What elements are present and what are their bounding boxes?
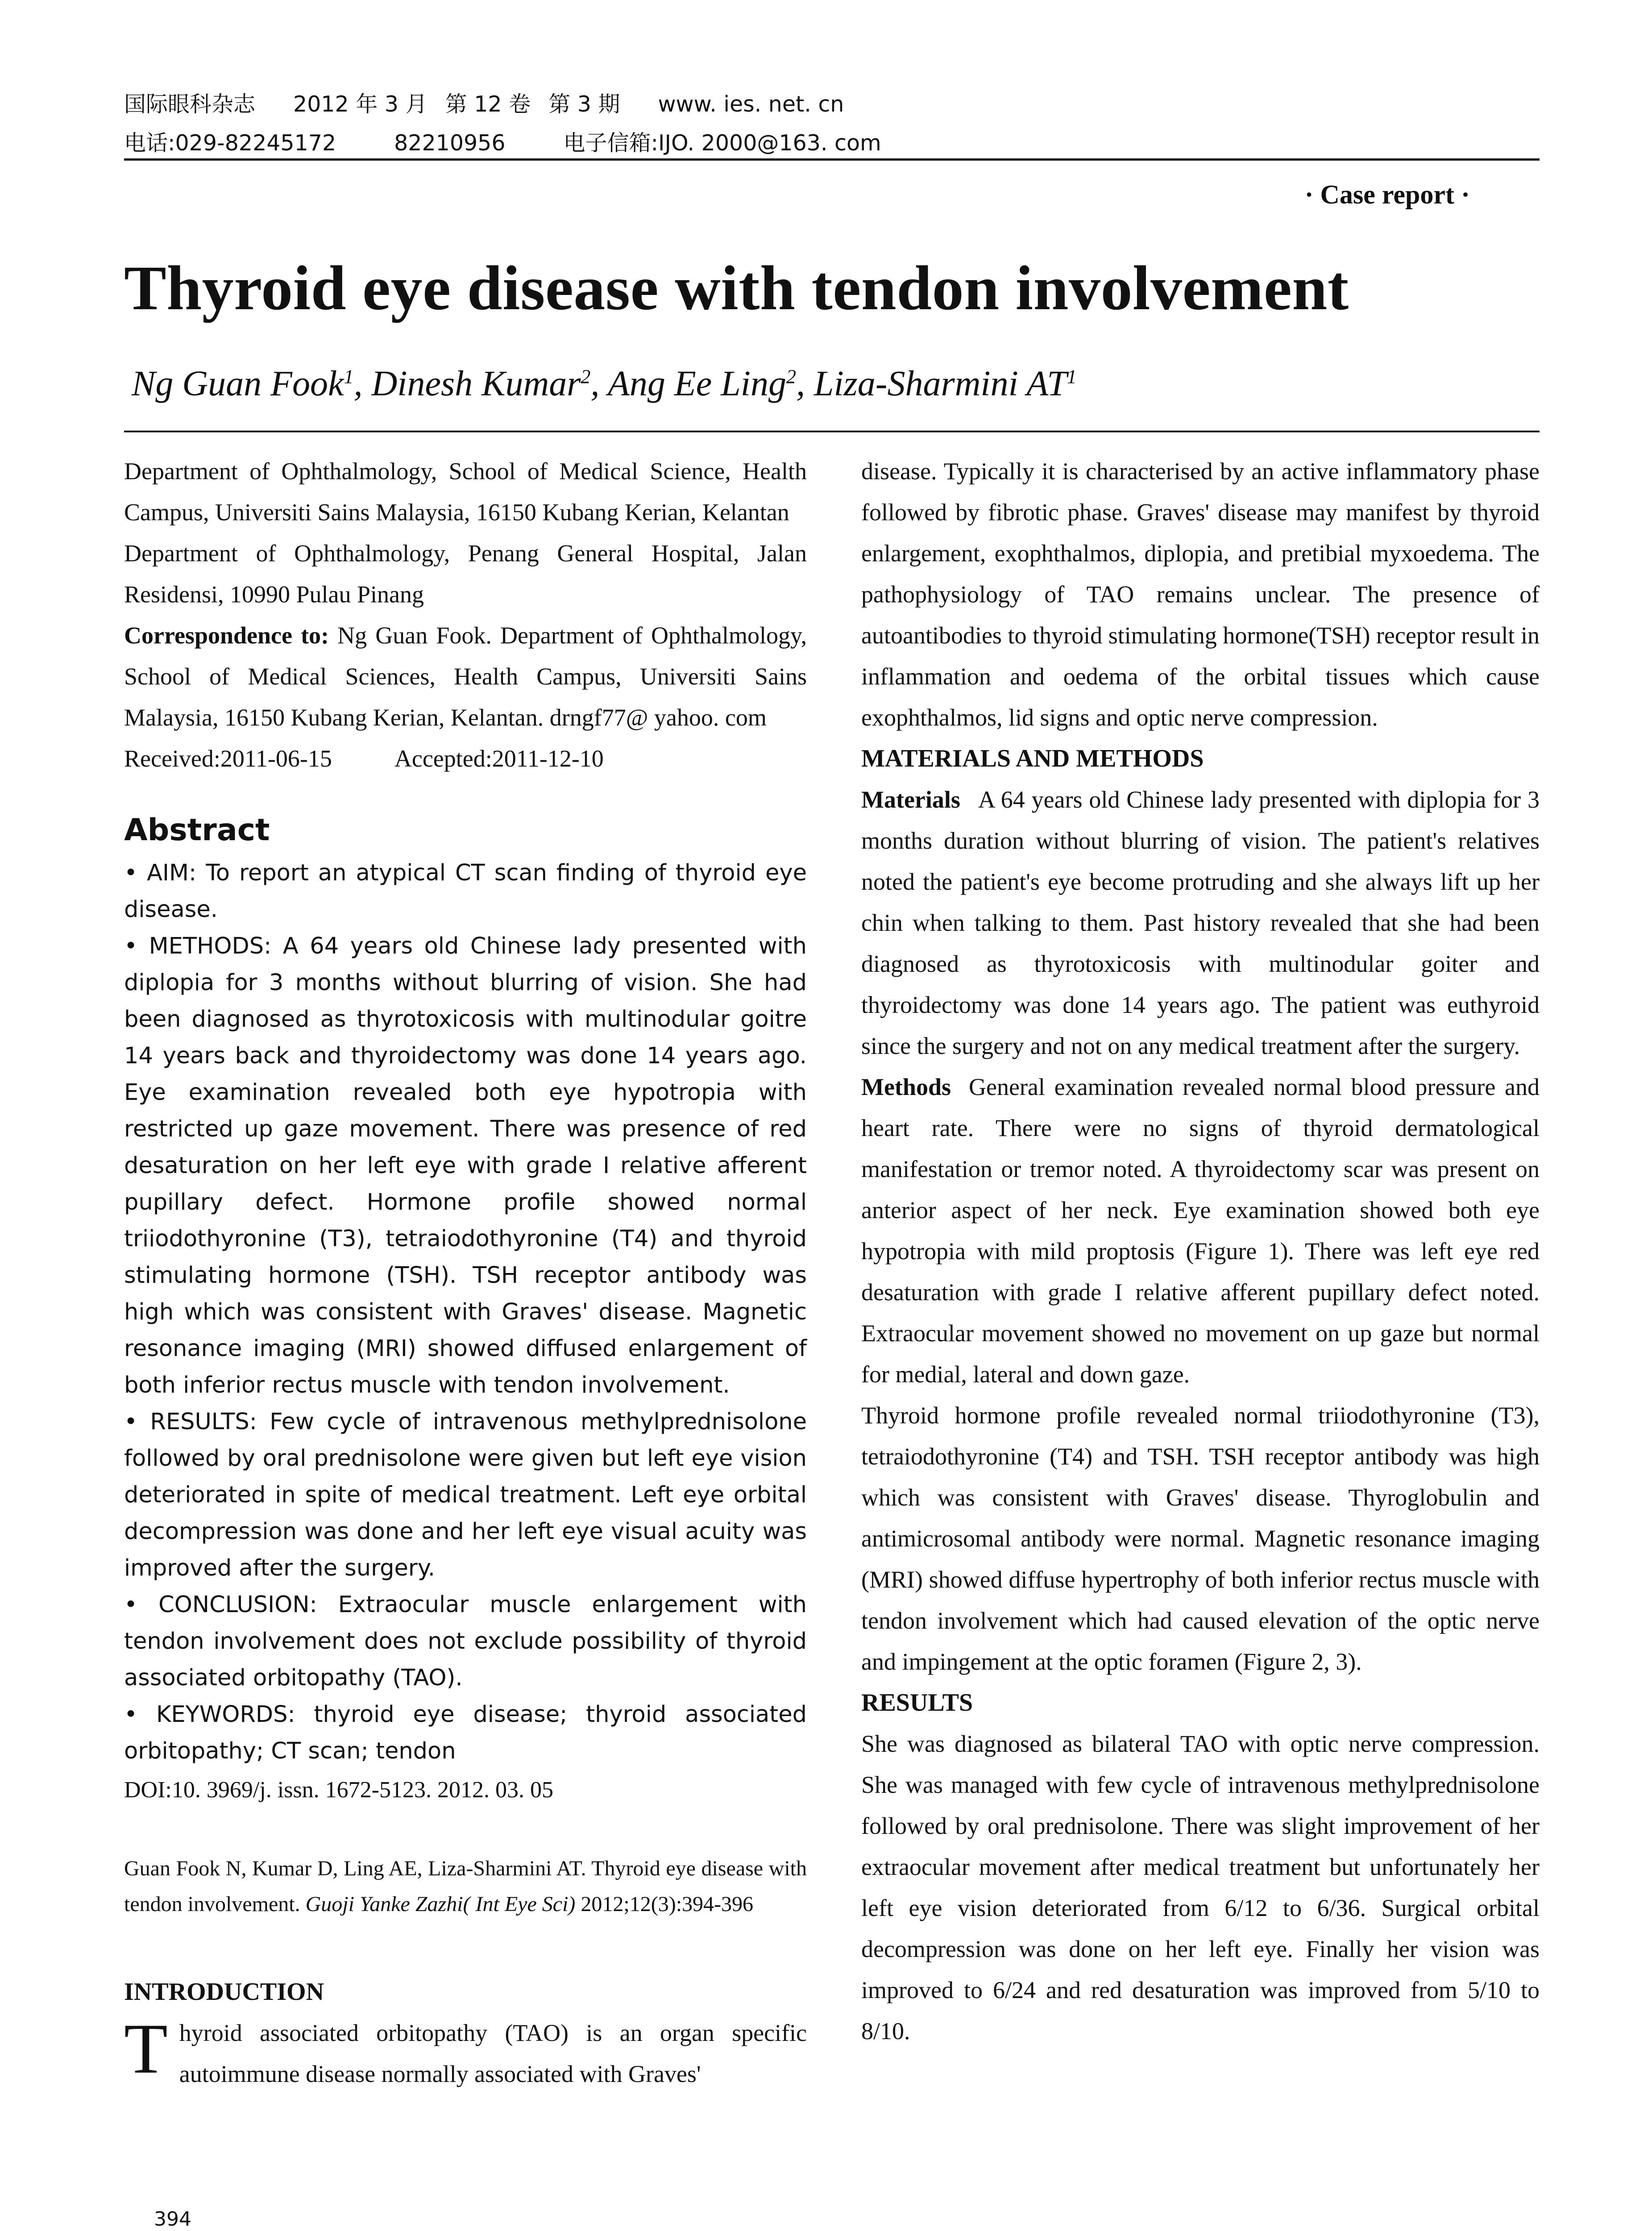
author-4: Liza-Sharmini $AT^1$ xyxy=(814,364,1077,403)
materials-methods-heading: MATERIALS AND METHODS xyxy=(861,745,1204,772)
citation: Guan Fook N, Kumar D, Ling AE, Liza-Sharmini AT. Thyroid eye disease with tendon involvement. Guoji Yanke Zazhi( Int Eye Sci) 2012;12(3):394-396 xyxy=(124,1857,807,1916)
journal-volume: 第 12 卷 xyxy=(445,91,531,117)
journal-name: 国际眼科杂志 xyxy=(124,91,256,117)
introduction-text-start: Thyroid associated orbitopathy (TAO) is an organ specific autoimmune disease normally associated with Graves' xyxy=(124,2009,807,2088)
journal-website[interactable]: www. ies. net. cn xyxy=(658,91,844,117)
right-column xyxy=(861,451,1540,2052)
abstract-conclusion: • CONCLUSION: Extraocular muscle enlargement with tendon involvement does not exclude possibility of thyroid associated orbitopathy (TAO). xyxy=(124,1592,807,1691)
dates xyxy=(124,738,807,779)
results-paragraph: She was diagnosed as bilateral TAO with optic nerve compression. She was managed with few cycle of intravenous methylprednisolone followed by oral prednisolone. There was slight improvement of her extraocular movement after medical treatment but unfortunately her left eye vision deteriorated from 6/12 to 6/36. Surgical orbital decompression was done on her left eye. Finally her vision was improved to 6/24 and red desaturation was improved from 5/10 to 8/10. xyxy=(861,1730,1540,2044)
materials-label: Materials xyxy=(861,786,960,813)
journal-header-line1 xyxy=(124,87,882,118)
results-heading: RESULTS xyxy=(861,1689,973,1717)
abstract-heading: Abstract xyxy=(124,813,270,848)
author-3: Ang Ee Ling$^2$, xyxy=(607,364,814,403)
author-list xyxy=(132,364,1077,404)
journal-phone: 电话:029-82245172 xyxy=(124,130,336,156)
authors-rule xyxy=(124,431,1540,432)
citation-journal: Guoji Yanke Zazhi( Int Eye Sci) xyxy=(305,1892,576,1916)
methods-paragraph-2: Thyroid hormone profile revealed normal triiodothyronine (T3), tetraiodothyronine (T4) and TSH. TSH receptor antibody was high which was consistent with Graves' disease. Thyroglobulin and antimicrosomal antibody were normal. Magnetic resonance imaging (MRI) showed diffuse hypertrophy of both inferior rectus muscle with tendon involvement which had caused elevation of the optic nerve and impingement at the optic foramen (Figure 2, 3). xyxy=(861,1402,1540,1675)
drop-cap: T xyxy=(124,2009,168,2088)
journal-date: 2012 年 3 月 xyxy=(293,91,428,117)
left-column xyxy=(124,451,807,2094)
introduction-heading: INTRODUCTION xyxy=(124,1978,324,2006)
journal-header-line2 xyxy=(124,126,919,157)
methods-label: Methods xyxy=(861,1074,951,1100)
correspondence-label: Correspondence to: xyxy=(124,622,329,649)
affiliation-1: Department of Ophthalmology, School of Medical Science, Health Campus, Universiti Sains Malaysia, 16150 Kubang Kerian, Kelantan xyxy=(124,458,807,526)
abstract-keywords: • KEYWORDS: thyroid eye disease; thyroid associated orbitopathy; CT scan; tendon xyxy=(124,1701,807,1764)
section-tag: · Case report · xyxy=(1304,180,1470,209)
affiliation-2: Department of Ophthalmology, Penang General Hospital, Jalan Residensi, 10990 Pulau Pinang xyxy=(124,540,807,608)
abstract-methods: • METHODS: A 64 years old Chinese lady presented with diplopia for 3 months without blurring of vision. She had been diagnosed as thyrotoxicosis with multinodular goitre 14 years back and thyroidectomy was done 14 years ago. Eye examination revealed both eye hypotropia with restricted up gaze movement. There was presence of red desaturation on her left eye with grade I relative afferent pupillary defect. Hormone profile showed normal triiodothyronine (T3), tetraiodothyronine (T4) and thyroid stimulating hormone (TSH). TSH receptor antibody was high which was consistent with Graves' disease. Magnetic resonance imaging (MRI) showed diffused enlargement of both inferior rectus muscle with tendon involvement. xyxy=(124,933,807,1398)
abstract-results: • RESULTS: Few cycle of intravenous methylprednisolone followed by oral prednisolone were given but left eye vision deteriorated in spite of medical treatment. Left eye orbital decompression was done and her left eye visual acuity was improved after the surgery. xyxy=(124,1409,807,1581)
abstract-body xyxy=(124,855,807,1770)
doi: DOI:10. 3969/j. issn. 1672-5123. 2012. 03. 05 xyxy=(124,1777,553,1803)
correspondence-text: Ng Guan Fook. Department of Ophthalmology, School of Medical Sciences, Health Campus, Universiti Sains Malaysia, 16150 Kubang Kerian, Kelantan. drngf77@ yahoo. com xyxy=(124,622,807,731)
journal-issue: 第 3 期 xyxy=(548,91,620,117)
article-title: Thyroid eye disease with tendon involvement xyxy=(124,253,1349,323)
introduction-text-cont: disease. Typically it is characterised by an active inflammatory phase followed by fibrotic phase. Graves' disease may manifest by thyroid enlargement, exophthalmos, diplopia, and pretibial myxoedema. The pathophysiology of TAO remains unclear. The presence of autoantibodies to thyroid stimulating hormone(TSH) receptor result in inflammation and oedema of the orbital tissues which cause exophthalmos, lid signs and optic nerve compression. xyxy=(861,458,1540,731)
journal-email[interactable]: 电子信箱:IJO. 2000@163. com xyxy=(563,130,881,156)
methods-paragraph: Methods General examination revealed normal blood pressure and heart rate. There were no signs of thyroid dermatological manifestation or tremor noted. A thyroidectomy scar was present on anterior aspect of her neck. Eye examination showed both eye hypotropia with mild proptosis (Figure 1). There was left eye red desaturation with grade I relative afferent pupillary defect noted. Extraocular movement showed no movement on up gaze but normal for medial, lateral and down gaze. xyxy=(861,1074,1540,1388)
page-number: 394 xyxy=(154,2208,191,2231)
journal-phone2: 82210956 xyxy=(394,130,506,156)
author-2: Dinesh Kumar$^2$, xyxy=(371,364,608,403)
abstract-aim: • AIM: To report an atypical CT scan finding of thyroid eye disease. xyxy=(124,860,807,923)
received-date: Received:2011-06-15 xyxy=(124,745,332,772)
header-rule xyxy=(124,158,1540,161)
accepted-date: Accepted:2011-12-10 xyxy=(394,745,604,772)
author-1: Ng Guan Fook$^1$, xyxy=(132,364,372,403)
correspondence xyxy=(124,615,807,738)
materials-paragraph: Materials A 64 years old Chinese lady presented with diplopia for 3 months duration without blurring of vision. The patient's relatives noted the patient's eye become protruding and she always lift up her chin when talking to them. Past history revealed that she had been diagnosed as thyrotoxicosis with multinodular goiter and thyroidectomy was done 14 years ago. The patient was euthyroid since the surgery and not on any medical treatment after the surgery. xyxy=(861,786,1540,1059)
